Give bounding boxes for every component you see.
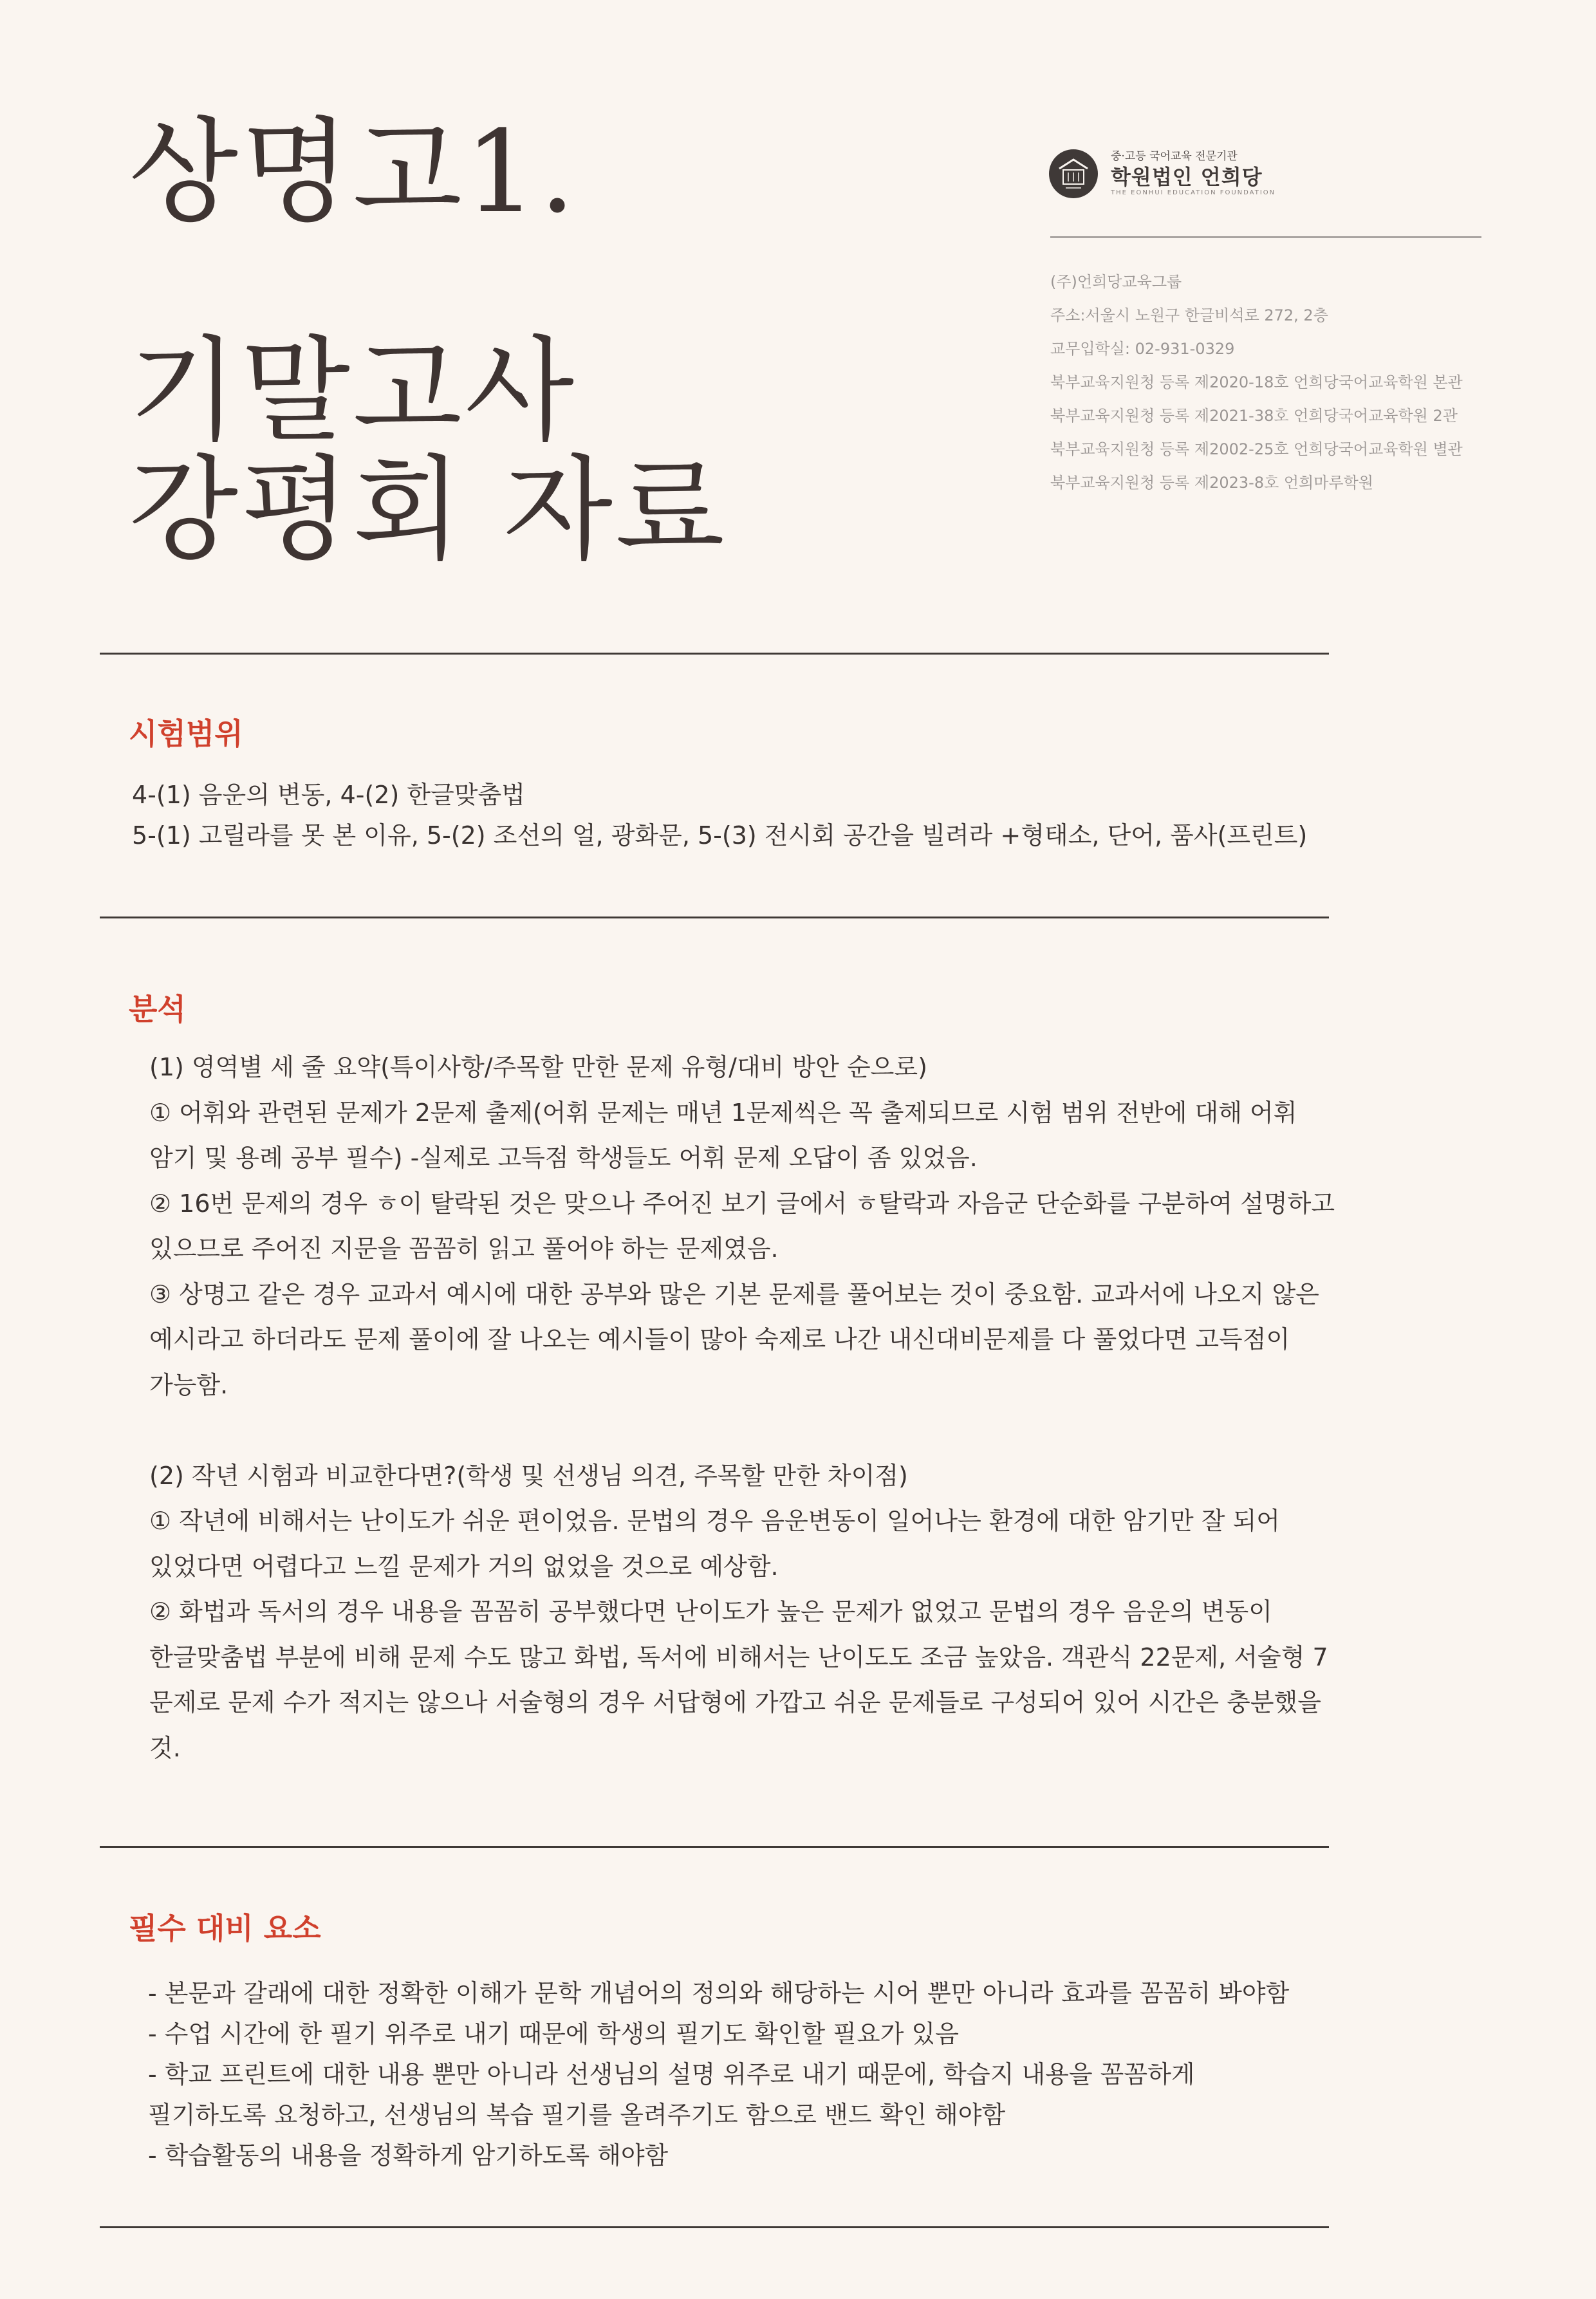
prep-line: - 학습활동의 내용을 정확하게 암기하도록 해야함 [148, 2141, 669, 2170]
analysis-line: 있었다면 어렵다고 느낄 문제가 거의 없었을 것으로 예상함. [149, 1552, 779, 1581]
section-divider [100, 2226, 1329, 2228]
analysis-line: (2) 작년 시험과 비교한다면?(학생 및 선생님 의견, 주목할 만한 차이점) [149, 1461, 908, 1490]
prep-line: - 학교 프린트에 대한 내용 뿐만 아니라 선생님의 설명 위주로 내기 때문에, 학습지 내용을 꼼꼼하게 [148, 2060, 1195, 2089]
analysis-line: 암기 및 용례 공부 필수) -실제로 고득점 학생들도 어휘 문제 오답이 좀 있었음. [149, 1144, 978, 1172]
analysis-line: 문제로 문제 수가 적지는 않으나 서술형의 경우 서답형에 가깝고 쉬운 문제들로 구성되어 있어 시간은 충분했을 [149, 1688, 1321, 1717]
info-line: 주소:서울시 노원구 한글비석로 272, 2층 [1050, 306, 1328, 324]
section-title-analysis: 분석 [129, 992, 186, 1027]
logo-emblem-icon [1049, 149, 1098, 198]
logo-subtitle: 중·고등 국어교육 전문기관 [1111, 150, 1238, 163]
section-title-prep: 필수 대비 요소 [129, 1911, 321, 1946]
page-title-line-3: 강평회 자료 [129, 444, 728, 576]
analysis-text [149, 1045, 1335, 1771]
analysis-line: ② 16번 문제의 경우 ㅎ이 탈락된 것은 맞으나 주어진 보기 글에서 ㅎ탈락과 자음군 단순화를 구분하여 설명하고 [149, 1189, 1335, 1218]
academy-logo [1049, 143, 1306, 202]
analysis-line: 것. [149, 1733, 181, 1762]
info-line: 북부교육지원청 등록 제2023-8호 언희마루학원 [1050, 474, 1374, 492]
info-line: 북부교육지원청 등록 제2021-38호 언희당국어교육학원 2관 [1050, 407, 1458, 425]
section-title-scope: 시험범위 [129, 716, 243, 751]
analysis-line: ② 화법과 독서의 경우 내용을 꼼꼼히 공부했다면 난이도가 높은 문제가 없었고 문법의 경우 음운의 변동이 [149, 1597, 1272, 1626]
analysis-line: 있으므로 주어진 지문을 꼼꼼히 읽고 풀어야 하는 문제였음. [149, 1234, 779, 1263]
page-title-line-1: 상명고1. [129, 106, 578, 238]
info-line: (주)언희당교육그룹 [1050, 273, 1182, 291]
info-line: 북부교육지원청 등록 제2020-18호 언희당국어교육학원 본관 [1050, 373, 1463, 391]
info-line: 북부교육지원청 등록 제2002-25호 언희당국어교육학원 별관 [1050, 440, 1463, 458]
prep-line: 필기하도록 요청하고, 선생님의 복습 필기를 올려주기도 함으로 밴드 확인 해야함 [148, 2101, 1006, 2129]
analysis-line: 한글맞춤법 부분에 비해 문제 수도 많고 화법, 독서에 비해서는 난이도도 조금 높았음. 객관식 22문제, 서술형 7 [149, 1643, 1328, 1671]
prep-line: - 수업 시간에 한 필기 위주로 내기 때문에 학생의 필기도 확인할 필요가 있음 [148, 2020, 959, 2048]
info-line: 교무입학실: 02-931-0329 [1050, 340, 1235, 358]
scope-line: 5-(1) 고릴라를 못 본 이유, 5-(2) 조선의 얼, 광화문, 5-(3) 전시회 공간을 빌려라 +형태소, 단어, 품사(프린트) [132, 821, 1308, 850]
analysis-line: ③ 상명고 같은 경우 교과서 예시에 대한 공부와 많은 기본 문제를 풀어보는 것이 중요함. 교과서에 나오지 않은 [149, 1280, 1319, 1308]
logo-english-name: THE EONHUI EDUCATION FOUNDATION [1111, 189, 1276, 196]
analysis-line: (1) 영역별 세 줄 요약(특이사항/주목할 만한 문제 유형/대비 방안 순으로) [149, 1053, 927, 1081]
analysis-line: 예시라고 하더라도 문제 풀이에 잘 나오는 예시들이 많아 숙제로 나간 내신대비문제를 다 풀었다면 고득점이 [149, 1325, 1290, 1354]
scope-text [132, 775, 1307, 856]
info-divider [1050, 236, 1481, 238]
logo-name: 학원법인 언희당 [1111, 165, 1263, 189]
company-info [1050, 265, 1494, 499]
section-divider [100, 653, 1329, 655]
page-title-line-2: 기말고사 [129, 325, 577, 457]
prep-line: - 본문과 갈래에 대한 정확한 이해가 문학 개념어의 정의와 해당하는 시어 뿐만 아니라 효과를 꼼꼼히 봐야함 [148, 1979, 1290, 2007]
analysis-line: ① 어휘와 관련된 문제가 2문제 출제(어휘 문제는 매년 1문제씩은 꼭 출제되므로 시험 범위 전반에 대해 어휘 [149, 1098, 1297, 1127]
section-divider [100, 917, 1329, 918]
scope-line: 4-(1) 음운의 변동, 4-(2) 한글맞춤법 [132, 781, 525, 809]
prep-text [148, 1973, 1289, 2176]
analysis-line: 가능함. [149, 1370, 228, 1399]
section-divider [100, 1846, 1329, 1848]
analysis-line [149, 1408, 1335, 1453]
analysis-line: ① 작년에 비해서는 난이도가 쉬운 편이었음. 문법의 경우 음운변동이 일어나는 환경에 대한 암기만 잘 되어 [149, 1507, 1280, 1535]
